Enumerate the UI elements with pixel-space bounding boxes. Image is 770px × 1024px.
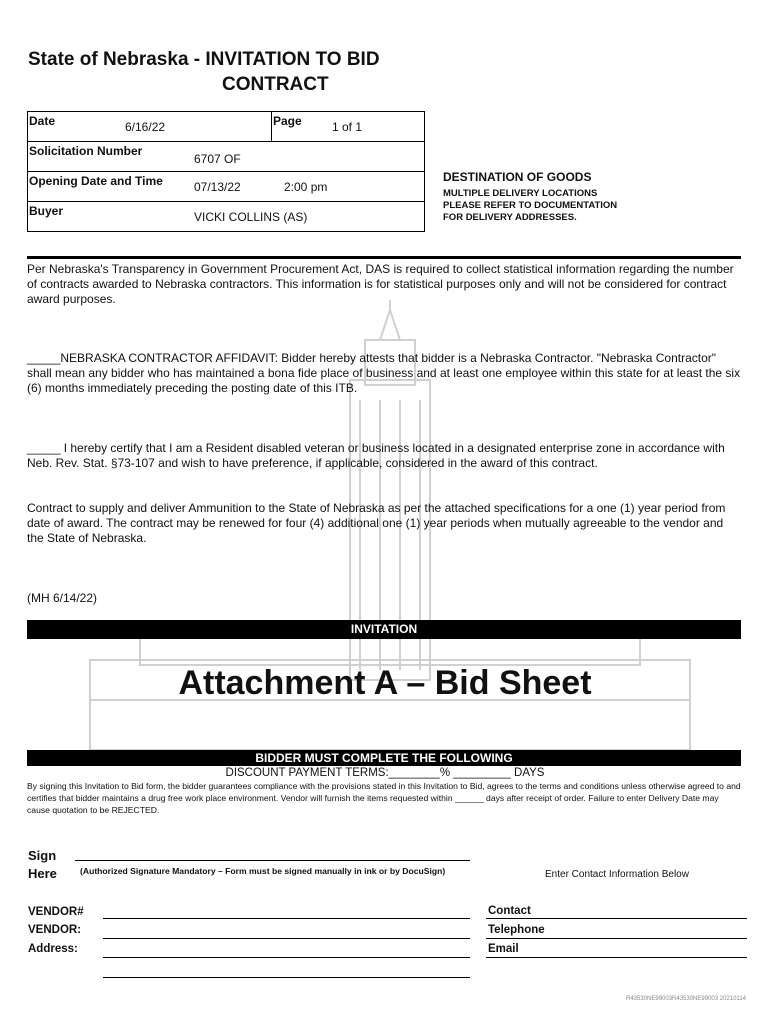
signature-note: (Authorized Signature Mandatory – Form must be signed manually in ink or by DocuSign): [80, 866, 446, 876]
date-cell: [28, 112, 272, 142]
opening-cell: [28, 172, 425, 202]
here-label: Here: [28, 866, 57, 881]
footer-code: R43530NE99003R43530NE99003 20210114: [626, 996, 746, 1002]
telephone-field[interactable]: [486, 938, 747, 939]
signature-line[interactable]: [75, 860, 470, 861]
solicitation-label: Solicitation Number: [29, 144, 143, 158]
contract-paragraph: Contract to supply and deliver Ammunition to the State of Nebraska as per the attached specifications for a one (1) year period from date of award. The contract may be renewed for four (4) additional one (1) year periods when mutually agreeable to the vendor and the State of Nebraska.: [27, 501, 726, 545]
transparency-paragraph: Per Nebraska's Transparency in Government Procurement Act, DAS is required to collect statistical information regarding the number of contracts awarded to Nebraska contractors. This information is for statistical purposes only and will not be considered for contract award purposes.: [27, 262, 734, 306]
vendor-label: VENDOR:: [28, 924, 82, 936]
invitation-bar: INVITATION: [27, 620, 741, 639]
email-field[interactable]: [486, 957, 747, 958]
contact-hint: Enter Contact Information Below: [545, 869, 689, 880]
page-label: Page: [273, 114, 302, 128]
bidder-bar: BIDDER MUST COMPLETE THE FOLLOWING: [27, 750, 741, 766]
page-cell: [272, 112, 425, 142]
signing-terms: By signing this Invitation to Bid form, the bidder guarantees compliance with the provisions stated in this Invitation to Bid, agrees to the terms and conditions unless otherwise agreed to and certifies that bidder maintains a drug free work place environment. Vendor will furnish the items requested within ______ days after receipt of order. Failure to enter Delivery Date may cause quotation to be REJECTED.: [27, 781, 741, 815]
solicitation-info-table: [27, 111, 425, 232]
destination-line-2: PLEASE REFER TO DOCUMENTATION: [443, 200, 618, 211]
date-label: Date: [29, 114, 56, 128]
discount-terms: DISCOUNT PAYMENT TERMS:________% _________ DAYS: [225, 767, 545, 779]
vendor-field[interactable]: [103, 938, 470, 939]
destination-line-1: MULTIPLE DELIVERY LOCATIONS: [443, 188, 598, 199]
sign-label: Sign: [28, 848, 57, 863]
opening-time: 2:00 pm: [284, 180, 328, 194]
vendor-number-field[interactable]: [103, 918, 470, 919]
email-label: Email: [488, 943, 519, 955]
opening-date: 07/13/22: [194, 180, 241, 194]
contact-label: Contact: [488, 905, 531, 917]
solicitation-value: 6707 OF: [194, 152, 241, 166]
address-field-2[interactable]: [103, 977, 470, 978]
telephone-label: Telephone: [488, 924, 545, 936]
destination-line-3: FOR DELIVERY ADDRESSES.: [443, 212, 577, 223]
opening-label: Opening Date and Time: [29, 174, 163, 188]
vendor-number-label: VENDOR#: [28, 906, 84, 918]
date-value: 6/16/22: [125, 120, 166, 134]
affidavit-paragraph: _____NEBRASKA CONTRACTOR AFFIDAVIT: Bidder hereby attests that bidder is a Nebraska Contractor. "Nebraska Contractor" shall mean any bidder who has maintained a bona fide place of business and at least one employee within this state for at least the six (6) months immediately preceding the posting date of this ITB.: [27, 351, 741, 395]
buyer-value: VICKI COLLINS (AS): [194, 210, 308, 224]
attachment-title: Attachment A – Bid Sheet: [178, 664, 592, 702]
address-field-1[interactable]: [103, 957, 470, 958]
document-subtitle: CONTRACT: [222, 74, 329, 95]
buyer-cell: [28, 202, 425, 232]
section-divider: [27, 256, 741, 259]
destination-details: [443, 188, 663, 224]
contact-field[interactable]: [486, 918, 747, 919]
destination-title: DESTINATION OF GOODS: [443, 170, 592, 184]
solicitation-cell: [28, 142, 425, 172]
buyer-label: Buyer: [29, 204, 64, 218]
page-value: 1 of 1: [332, 120, 363, 134]
initials-note: (MH 6/14/22): [27, 591, 98, 605]
document-title: State of Nebraska - INVITATION TO BID: [28, 49, 380, 70]
certify-paragraph: _____ I hereby certify that I am a Resident disabled veteran or business located in a designated enterprise zone in accordance with Neb. Rev. Stat. §73-107 and wish to have preference, if applicable, considered in the award of this contract.: [27, 441, 725, 470]
address-label: Address:: [28, 943, 78, 955]
